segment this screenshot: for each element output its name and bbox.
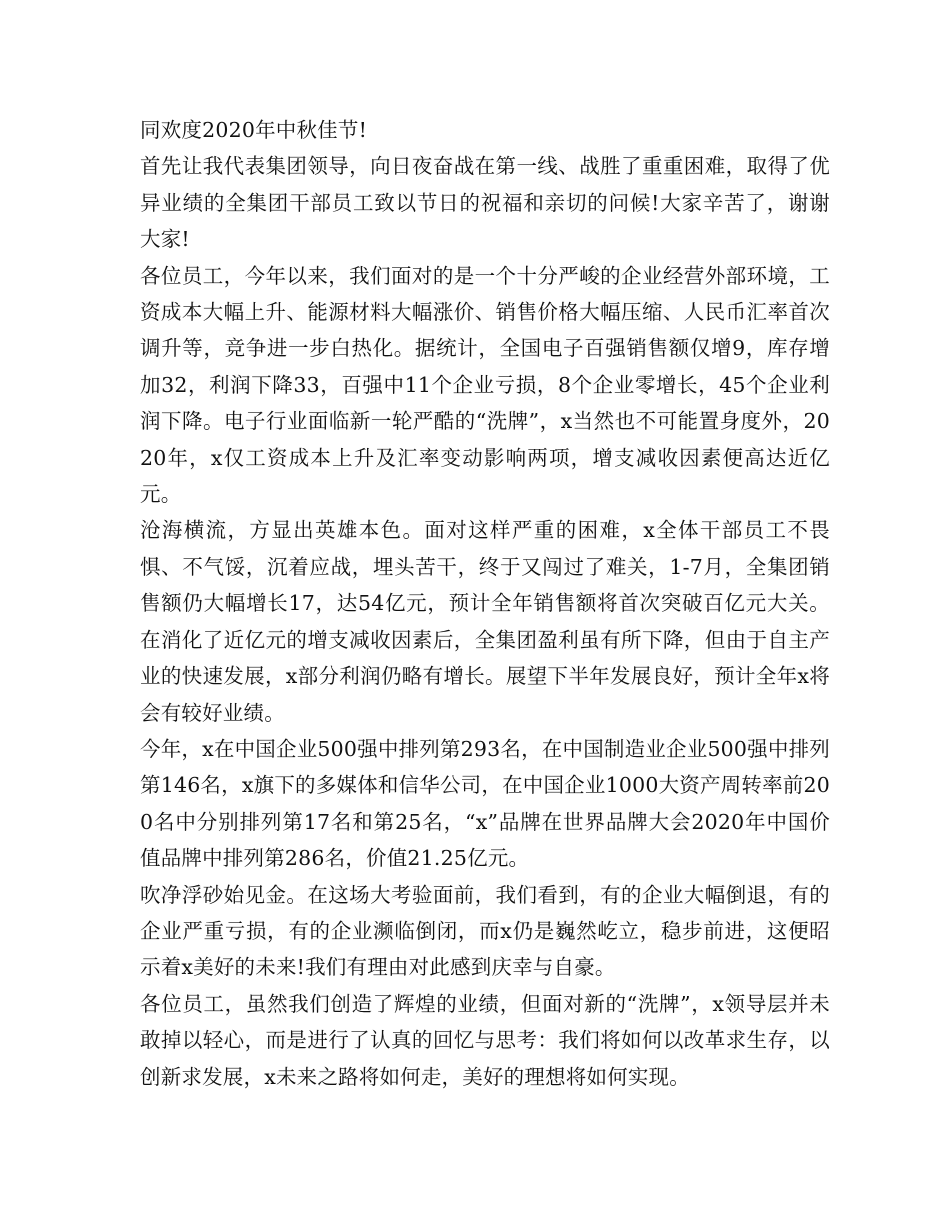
paragraph-thanks: 首先让我代表集团领导，向日夜奋战在第一线、战胜了重重困难，取得了优异业绩的全集团干部员工致以节日的祝福和亲切的问候!大家辛苦了，谢谢大家! [140,154,830,252]
paragraph-pride: 吹净浮砂始见金。在这场大考验面前，我们看到，有的企业大幅倒退，有的企业严重亏损，有的企业濒临倒闭，而x仍是巍然屹立，稳步前进，这便昭示着x美好的未来!我们有理由对此感到庆幸与自豪。 [140,882,830,980]
document-body [140,112,830,1095]
paragraph-rankings: 今年，x在中国企业500强中排列第293名，在中国制造业企业500强中排列第146名，x旗下的多媒体和信华公司，在中国企业1000大资产周转率前200名中分别排列第17名和第25名，“x”品牌在世界品牌大会2020年中国价值品牌中排列第286名，价值21.25亿元。 [140,736,830,871]
paragraph-greeting: 同欢度2020年中秋佳节! [140,118,368,142]
paragraph-reflection: 各位员工，虽然我们创造了辉煌的业绩，但面对新的“洗牌”，x领导层并未敢掉以轻心，而是进行了认真的回忆与思考：我们将如何以改革求生存，以创新求发展，x未来之路将如何走，美好的理想将如何实现。 [140,991,830,1089]
paragraph-environment: 各位员工，今年以来，我们面对的是一个十分严峻的企业经营外部环境，工资成本大幅上升、能源材料大幅涨价、销售价格大幅压缩、人民币汇率首次调升等，竞争进一步白热化。据统计，全国电子百强销售额仅增9，库存增加32，利润下降33，百强中11个企业亏损，8个企业零增长，45个企业利润下降。电子行业面临新一轮严酷的“洗牌”，x当然也不可能置身度外，2020年，x仅工资成本上升及汇率变动影响两项，增支减收因素便高达近亿元。 [140,263,830,507]
paragraph-performance: 沧海横流，方显出英雄本色。面对这样严重的困难，x全体干部员工不畏惧、不气馁，沉着应战，埋头苦干，终于又闯过了难关，1-7月，全集团销售额仍大幅增长17，达54亿元，预计全年销售额将首次突破百亿元大关。在消化了近亿元的增支减收因素后，全集团盈利虽有所下降，但由于自主产业的快速发展，x部分利润仍略有增长。展望下半年发展良好，预计全年x将会有较好业绩。 [140,518,830,725]
